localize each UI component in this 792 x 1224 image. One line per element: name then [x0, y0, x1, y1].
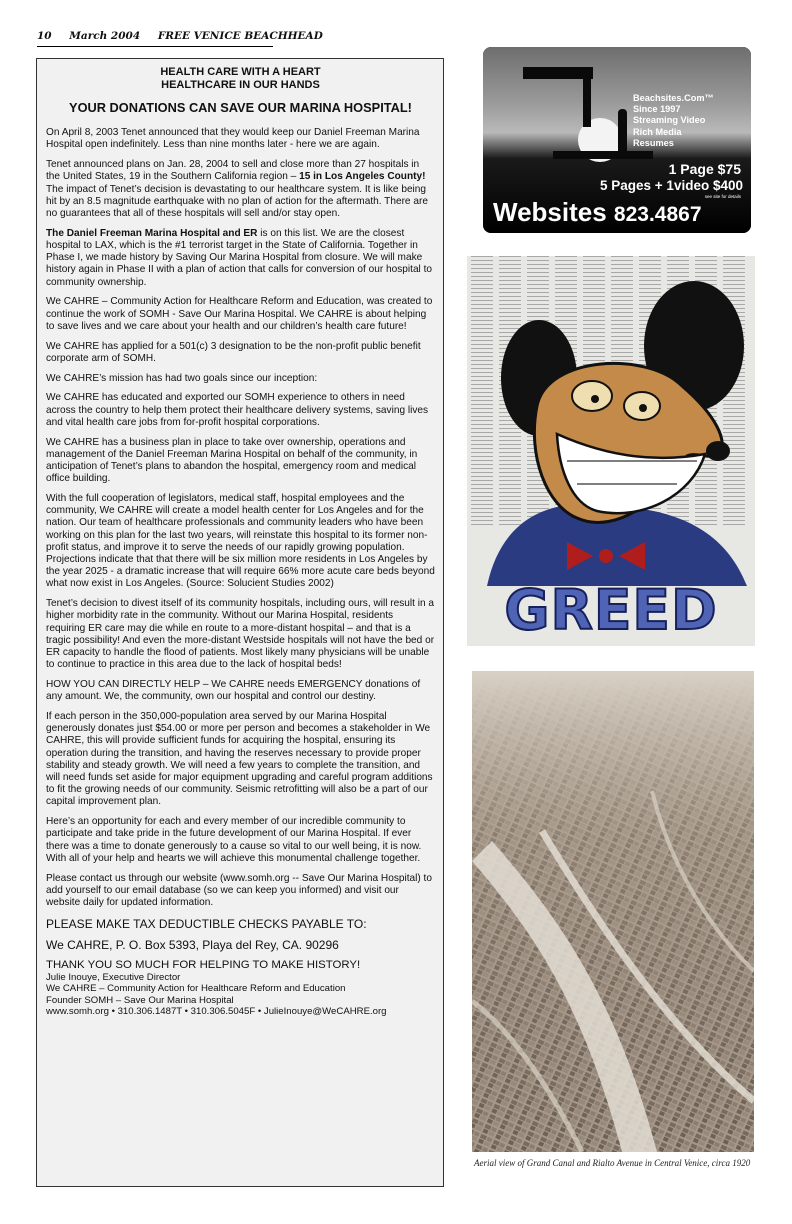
beachsites-ad	[483, 47, 751, 233]
headline: YOUR DONATIONS CAN SAVE OUR MARINA HOSPITAL!	[69, 100, 412, 115]
paragraph-4: We CAHRE – Community Action for Healthcare Reform and Education, was created to continue the work of SOMH - Save Our Marina Hospital. We CAHRE is about helping to save lives and we care about your health and our children’s health care future!	[46, 296, 433, 332]
emphasis: 15 in Los Angeles County!	[299, 171, 426, 183]
paragraph-8: We CAHRE has a business plan in place to take over ownership, operations and management of the Daniel Freeman Marina Hospital on behalf of the community, in anticipation of Tenet’s plans to abandon the hospital, emergency room and medical office building.	[46, 436, 418, 485]
signature-name: Julie Inouye, Executive Director	[46, 971, 181, 983]
paragraph-3: The Daniel Freeman Marina Hospital and ER is on this list. We are the closest hospital to LAX, which is the #1 terrorist target in the State of California. Together in Phase I, we made history by Saving Our Marina Hospital from closure. We will make history again in Phase II with a plan of action that calls for conversion of our hospital to community ownership.	[46, 227, 433, 288]
photo-caption: Aerial view of Grand Canal and Rialto Avenue in Central Venice, circa 1920	[474, 1158, 751, 1168]
kicker-2: HEALTHCARE IN OUR HANDS	[161, 79, 320, 91]
ad-note: see site for details	[704, 194, 741, 199]
aerial-photo	[472, 671, 754, 1152]
aerial-venice-image	[472, 671, 754, 1152]
paragraph-11: HOW YOU CAN DIRECTLY HELP – We CAHRE needs EMERGENCY donations of any amount. We, the community, own our hospital and control our destiny.	[46, 679, 421, 703]
signature-founder: Founder SOMH – Save Our Marina Hospital	[46, 994, 234, 1006]
ad-price-2: 5 Pages + 1video $400	[600, 178, 743, 193]
ad-websites: Websites 823.4867	[493, 197, 702, 227]
signature-org: We CAHRE – Community Action for Healthcare Reform and Education	[46, 983, 346, 995]
thanks-line: THANK YOU SO MUCH FOR HELPING TO MAKE HISTORY!	[46, 958, 361, 971]
mailing-address: We CAHRE, P. O. Box 5393, Playa del Rey, CA. 90296	[46, 937, 339, 952]
paragraph-5: We CAHRE has applied for a 501(c) 3 designation to be the non-profit public benefit corporate arm of SOMH.	[46, 340, 421, 364]
paragraph-1: On April 8, 2003 Tenet announced that they would keep our Daniel Freeman Marina Hospital open indefinitely. Less than nine months later - here we are again.	[46, 127, 420, 151]
mouse-caricature-image	[467, 256, 755, 586]
paragraph-14: Please contact us through our website (www.somh.org -- Save Our Marina Hospital) to add yourself to our email database (so we can keep you informed) and visit our website daily for updated information.	[46, 872, 432, 909]
issue-date: March 2004	[69, 30, 141, 42]
checks-line: PLEASE MAKE TAX DEDUCTIBLE CHECKS PAYABLE TO:	[46, 916, 367, 931]
emphasis: The Daniel Freeman Marina Hospital and ER	[46, 227, 258, 239]
ad-features: Beachsites.Com™ Since 1997 Streaming Video Rich Media Resumes	[633, 93, 714, 148]
article-box	[36, 58, 444, 1187]
paragraph-6: We CAHRE’s mission has had two goals since our inception:	[46, 372, 318, 384]
paragraph-2: Tenet announced plans on Jan. 28, 2004 to sell and close more than 27 hospitals in the United States, 19 in the Southern California region – 15 in Los Angeles County! The impact of Tenet’s decision is devastating to our healthcare system. It is like being hit by an 8.5 magnitude earthquake with no plan of action for the aftermath. There are no guarantees that all of these hospitals will sell and/or stay open.	[46, 159, 428, 220]
ad-price-1: 1 Page $75	[668, 161, 741, 177]
paper-name: FREE VENICE BEACHHEAD	[157, 30, 323, 42]
ad-phone: 823.4867	[613, 203, 702, 226]
paragraph-9: With the full cooperation of legislators, medical staff, hospital employees and the community, We CAHRE will create a model health center for Los Angeles and for the nation. Our team of healthcare professionals and community leaders who have been working on this plan for the last two years, will reinstate this hospital to its former non-profit status, and improve it to serve the needs of our rapidly growing population. Projections indicate that that there will be six million more residents in Los Angeles by the year 2025 - a dramatic increase that will require 66% more acute care beds beyond what now exist in Los Angeles. (Source: Solucient Studies 2002)	[46, 493, 435, 590]
greed-lettering: GREED	[504, 578, 718, 642]
paragraph-10: Tenet’s decision to divest itself of its community hospitals, including ours, will result in a higher morbidity rate in the community. Without our Marina Hospital, residents requiring ER care may die while en route to a more-distant hospital – and that is a tragic possibility! And even the more-distant Westside hospitals will not have the bed or ER capacity to handle the flood of patients. Most likely many physicians will be unable to continue to practice in this area due to the lack of hospital beds!	[46, 598, 435, 671]
contact-line: www.somh.org • 310.306.1487T • 310.306.5045F • JulieInouye@WeCAHRE.org	[46, 1006, 387, 1018]
page-header	[37, 30, 323, 47]
paragraph-13: Here’s an opportunity for each and every member of our incredible community to participate and take pride in the future development of our Marina Hospital. If ever there was a time to donate generously to a cause so vital to our well being, it is now. With all of your help and hearts we will achieve this monumental challenge together.	[46, 816, 422, 864]
paragraph-7: We CAHRE has educated and exported our SOMH experience to others in need across the country to help them protect their healthcare delivery systems, saving lives and vital health care jobs from for-profit hospital corporations.	[46, 392, 429, 428]
kicker-1: HEALTH CARE WITH A HEART	[160, 66, 321, 78]
silhouette-figure	[618, 109, 627, 151]
greed-cartoon	[467, 256, 755, 646]
paragraph-12: If each person in the 350,000-population area served by our Marina Hospital generously donates just $54.00 or more per person and becomes a stakeholder in We CAHRE, this will provide sufficient funds for acquiring the hospital, ensuring its operation during the transition, and having the reserves necessary to provide proper stability and steady growth. We will need a few years to complete the transition, and will need funds set aside for major equipment upgrading and careful program additions to fit the growing needs of our community. Seismic retrofitting will also be a part of our capital improvement plan.	[46, 711, 433, 808]
page-number: 10	[37, 30, 52, 42]
